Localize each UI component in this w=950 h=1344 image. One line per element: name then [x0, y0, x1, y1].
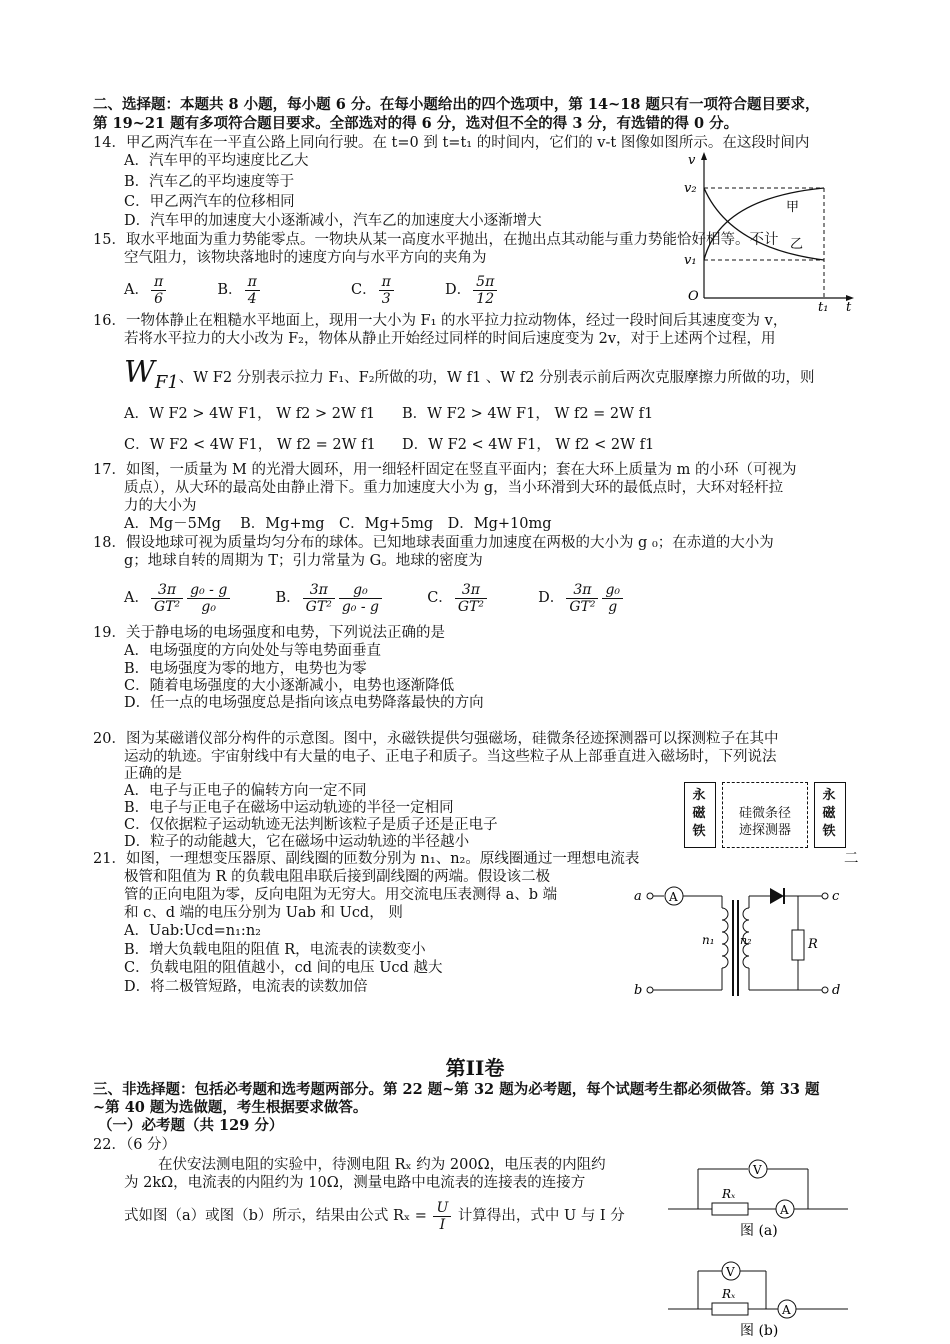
q15-a-label: A． — [124, 282, 149, 298]
q15-b-fraction: $\frac{\pi}{4}$ — [245, 274, 260, 307]
q18-b-label: B． — [275, 590, 301, 606]
q20-line2: 运动的轨迹。宇宙射线中有大量的电子、正电子和质子。当这些粒子从上部垂直进入磁场时，下列说法 — [124, 749, 777, 765]
q16-line3-text: 、W F2 分别表示拉力 F₁、F₂所做的功，W f1 、W f2 分别表示前后两次克服摩擦力所做的功，则 — [178, 370, 815, 386]
q22-number: 22．（6 分） — [93, 1137, 177, 1153]
q20-option-a: A．电子与正电子的偏转方向一定不同 — [124, 783, 367, 799]
q15-a-fraction: $\frac{\pi}{6}$ — [151, 274, 166, 307]
q17-line3: 力的大小为 — [124, 498, 197, 514]
q16-wf1-symbol: W — [124, 355, 155, 390]
q18-b-frac2: $\frac{\text{g₀}}{\text{g₀ - g}}$ — [339, 582, 382, 615]
q18-a-frac2: $\frac{\text{g₀ - g}}{\text{g₀}}$ — [187, 582, 230, 615]
q21-line4: 和 c、d 端的电压分别为 Uab 和 Ucd， 则 — [124, 905, 403, 921]
q17-line2: 质点），从大环的最高处由静止滑下。重力加速度大小为 g，当小环滑到大环的最低点时，大环对轻杆拉 — [124, 480, 784, 496]
rx-b-label: Rₓ — [722, 1287, 736, 1301]
q18-d-frac1: $\frac{3\pi}{\text{GT²}}$ — [566, 582, 598, 615]
q22-line3-b: 计算得出，式中 U 与 I 分 — [453, 1208, 625, 1224]
q17-line1: 17．如图，一质量为 M 的光滑大圆环，用一细轻杆固定在竖直平面内；套在大环上质量为 m 的小环（可视为 — [93, 462, 797, 478]
q21-option-a: A．Uab:Ucd=n₁:n₂ — [124, 923, 261, 939]
q22-line3-a: 式如图（a）或图（b）所示，结果由公式 Rₓ = — [124, 1208, 432, 1224]
graph-v1-label: v₁ — [684, 253, 697, 268]
q16-option-b: B．W F2 > 4W F1， W f2 = 2W f1 — [402, 406, 654, 422]
ammeter-label: A — [669, 890, 678, 904]
q19-option-a: A．电场强度的方向处处与等电势面垂直 — [124, 643, 381, 659]
fig-a-caption: 图 (a) — [740, 1223, 778, 1239]
q16-option-c: C．W F2 < 4W F1， W f2 = 2W f1 — [124, 437, 376, 453]
q20-option-d: D．粒子的动能越大，它在磁场中运动轨迹的半径越小 — [124, 834, 470, 850]
terminal-b-label: b — [634, 983, 643, 998]
q18-options — [124, 578, 625, 618]
q18-line1: 18．假设地球可视为质量均匀分布的球体。已知地球表面重力加速度在两极的大小为 g ₀；在赤道的大小为 — [93, 535, 774, 551]
q16-line2: 若将水平拉力的大小改为 F₂，物体从静止开始经过同样的时间后速度变为 2v，对于上述两个过程，用 — [124, 331, 776, 347]
q20-option-c: C．仅依据粒子运动轨迹无法判断该粒子是质子还是正电子 — [124, 817, 498, 833]
ammeter-a-label: A — [780, 1203, 789, 1217]
q19-stem: 19．关于静电场的电场强度和电势，下列说法正确的是 — [93, 625, 445, 641]
required-questions-heading: （一）必考题（共 129 分） — [98, 1117, 284, 1134]
q20-line3: 正确的是 — [124, 766, 182, 782]
q19-option-d: D．任一点的电场强度总是指向该点电势降落最快的方向 — [124, 695, 484, 711]
q22-line1: 在伏安法测电阻的实验中，待测电阻 Rₓ 约为 200Ω，电压表的内阻约 — [158, 1157, 606, 1173]
q20-detector-text-1: 硅微条径 — [738, 806, 791, 821]
q15-line2: 空气阻力，该物块落地时的速度方向与水平方向的夹角为 — [124, 250, 487, 266]
q20-detector-text-2: 迹探测器 — [738, 823, 791, 838]
q21-option-d: D．将二极管短路，电流表的读数加倍 — [124, 979, 368, 995]
q18-b-frac1: $\frac{3\pi}{\text{GT²}}$ — [303, 582, 335, 615]
q21-transformer-circuit — [630, 878, 840, 998]
q15-d-fraction: $\frac{5\pi}{12}$ — [473, 274, 497, 307]
q22-circuit-b — [668, 1257, 848, 1341]
q14-stem: 14．甲乙两汽车在一平直公路上同向行驶。在 t=0 到 t=t₁ 的时间内，它们的 v-t 图像如图所示。在这段时间内 — [93, 135, 810, 151]
q15-d-label: D． — [445, 282, 472, 298]
q22-line2: 为 2kΩ，电流表的内阻约为 10Ω，测量电路中电流表的连接表的连接方 — [124, 1175, 586, 1191]
q18-c-label: C． — [427, 590, 453, 606]
q18-a-label: A． — [124, 590, 149, 606]
q16-option-a: A．W F2 > 4W F1， W f2 > 2W f1 — [124, 406, 376, 422]
resistor-r-label: R — [808, 937, 818, 952]
q22-formula-fraction: $\frac{U}{I}$ — [433, 1200, 451, 1233]
q19-option-c: C．随着电场强度的大小逐渐减小，电势也逐渐降低 — [124, 678, 455, 694]
fig-b-caption: 图 (b) — [740, 1323, 779, 1339]
q22-circuit-a — [668, 1155, 848, 1245]
graph-t-label: t — [846, 300, 852, 315]
q15-options — [124, 272, 499, 308]
voltmeter-a-label: V — [753, 1163, 762, 1177]
graph-jia-label: 甲 — [786, 200, 800, 215]
ammeter-b-label: A — [782, 1303, 791, 1317]
q17-options: A．Mg－5Mg B．Mg+mg C．Mg+5mg D．Mg+10mg — [124, 516, 552, 532]
q16-line3 — [124, 356, 815, 400]
terminal-d-label: d — [832, 983, 841, 998]
q16-line1: 16．一物体静止在粗糙水平地面上，现用一大小为 F₁ 的水平拉力拉动物体，经过一段时间后其速度变为 v， — [93, 313, 788, 329]
q21-line2: 极管和阻值为 R 的负载电阻串联后接到副线圈的两端。假设该二极 — [124, 869, 551, 885]
q21-line1: 21．如图，一理想变压器原、副线圈的匝数分别为 n₁、n₂。原线圈通过一理想电流表 — [93, 851, 640, 867]
q15-c-label: C． — [350, 282, 377, 298]
q21-line1-end: 二 — [844, 851, 859, 867]
q15-line1: 15．取水平地面为重力势能零点。一物块从某一高度水平抛出，在抛出点其动能与重力势能恰好相等。不计 — [93, 232, 779, 248]
q21-option-b: B．增大负载电阻的阻值 R，电流表的读数变小 — [124, 942, 426, 958]
graph-origin-label: O — [688, 289, 699, 304]
q18-a-frac1: $\frac{3\pi}{\text{GT²}}$ — [151, 582, 183, 615]
voltmeter-b-label: V — [726, 1265, 735, 1279]
q21-option-c: C．负载电阻的阻值越小，cd 间的电压 Ucd 越大 — [124, 960, 443, 976]
q15-c-fraction: $\frac{\pi}{3}$ — [379, 274, 394, 307]
q22-line3 — [124, 1196, 625, 1236]
terminal-a-label: a — [634, 889, 642, 904]
graph-t1-label: t₁ — [818, 300, 829, 315]
q20-line1: 20．图为某磁谱仪部分构件的示意图。图中，永磁铁提供匀强磁场，硅微条径迹探测器可以探测粒子在其中 — [93, 731, 779, 747]
q18-d-label: D． — [538, 590, 565, 606]
section-3-heading-line2: ~第 40 题为选做题，考生根据要求做答。 — [93, 1099, 368, 1116]
q18-line2: g；地球自转的周期为 T；引力常量为 G。地球的密度为 — [124, 553, 483, 569]
q20-magnet-left-text: 永磁铁 — [692, 788, 706, 839]
n2-label: n₂ — [740, 934, 752, 947]
q15-b-label: B． — [217, 282, 243, 298]
graph-v-label: v — [688, 153, 696, 168]
q18-c-frac: $\frac{3\pi}{\text{GT²}}$ — [455, 582, 487, 615]
q16-wf1-subscript: F1 — [154, 372, 179, 393]
graph-v2-label: v₂ — [684, 181, 697, 196]
section-3-heading-line1: 三、非选择题：包括必考题和选考题两部分。第 22 题~第 32 题为必考题，每个试题考生都必须做答。第 33 题 — [93, 1081, 820, 1098]
q20-option-b: B．电子与正电子在磁场中运动轨迹的半径一定相同 — [124, 800, 454, 816]
terminal-c-label: c — [832, 889, 840, 904]
q19-option-b: B．电场强度为零的地方，电势也为零 — [124, 661, 367, 677]
q18-d-frac2: $\frac{\text{g₀}}{g}$ — [602, 582, 623, 615]
q14-option-b: B．汽车乙的平均速度等于 — [124, 174, 295, 190]
section-2-heading-line1: 二、选择题：本题共 8 小题，每小题 6 分。在每小题给出的四个选项中，第 14~18 题只有一项符合题目要求， — [93, 96, 820, 113]
q14-option-d: D．汽车甲的加速度大小逐渐减小，汽车乙的加速度大小逐渐增大 — [124, 213, 542, 229]
section-2-heading-line2: 第 19~21 题有多项符合题目要求。全部选对的得 6 分，选对但不全的得 3 分，有选错的得 0 分。 — [93, 115, 739, 132]
graph-yi-label: 乙 — [790, 237, 804, 252]
q21-line3: 管的正向电阻为零，反向电阻为无穷大。用交流电压表测得 a、b 端 — [124, 887, 558, 903]
part-2-title: 第II卷 — [445, 1056, 505, 1080]
rx-a-label: Rₓ — [722, 1187, 736, 1201]
q20-magnet-right-text: 永磁铁 — [822, 788, 836, 839]
q16-option-d: D．W F2 < 4W F1， W f2 < 2W f1 — [402, 437, 655, 453]
q14-option-a: A．汽车甲的平均速度比乙大 — [124, 153, 309, 169]
n1-label: n₁ — [702, 933, 715, 947]
q14-option-c: C．甲乙两汽车的位移相同 — [124, 194, 295, 210]
